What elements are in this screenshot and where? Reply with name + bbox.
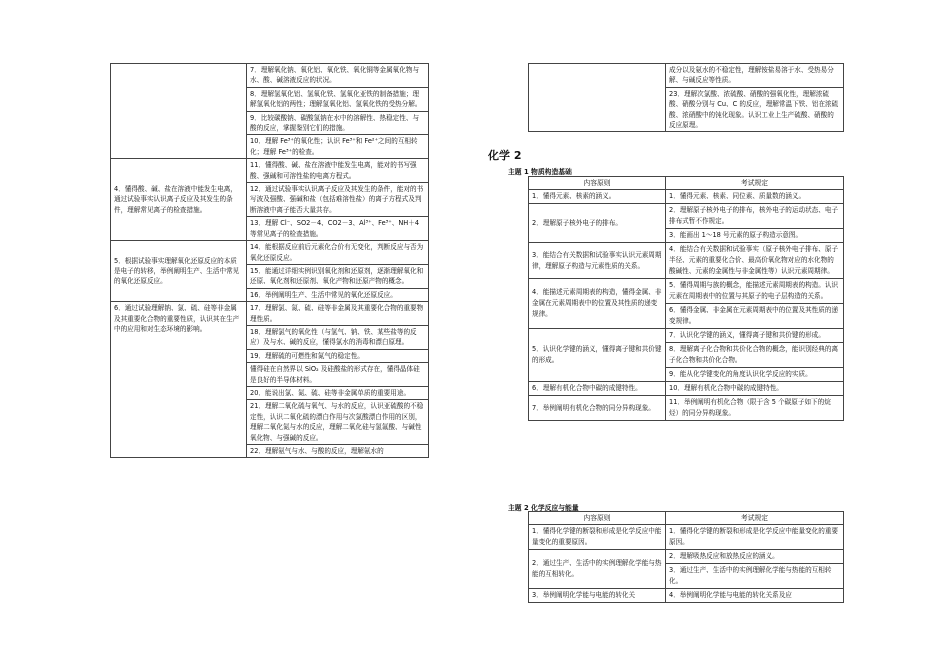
table-row bbox=[529, 204, 844, 229]
content-cell: 7．举例阐明有机化合物的同分异构现象。 bbox=[529, 396, 666, 421]
rule-cell: 8．理解离子化合物和共价化合物的概念，能识别经典的离子化合物和共价化合物。 bbox=[666, 343, 844, 368]
rule-cell: 11．举例阐明有机化合物（限于含 5 个碳原子如下的烷烃）的同分异构现象。 bbox=[666, 396, 844, 421]
rule-cell: 懂得硅在自然界以 SiO₂ 及硅酸盐的形式存在，懂得晶体硅是良好的半导体材料。 bbox=[247, 363, 429, 387]
rule-cell: 7．理解氧化钠、氧化铝、氧化铁、氧化铜等金属氧化物与水、酸、碱溶液反应的状况。 bbox=[247, 64, 429, 88]
table-row bbox=[529, 525, 844, 550]
rule-cell: 3．能画出 1～18 号元素的原子构造示意图。 bbox=[666, 229, 844, 243]
content-cell: 5．认识化学键的涵义，懂得离子键和共价键的形成。 bbox=[529, 329, 666, 382]
section-title: 化学 2 bbox=[488, 149, 522, 162]
rule-cell: 9．比较碳酸钠、碳酸氢钠在水中的溶解性、热稳定性、与酸的反应，掌握鉴别它们的措施。 bbox=[247, 111, 429, 135]
content-cell: 5．根据试验事实理解氧化还原反应的本质是电子的转移，举例阐明生产、生活中常见的氧化还原反应。 bbox=[111, 241, 247, 302]
rule-cell: 18．理解氯气的氧化性（与氢气、钠、铁、某些盐等的反应）及与水、碱的反应，懂得氯水的消毒和漂白原理。 bbox=[247, 325, 429, 349]
rule-cell: 16．举例阐明生产、生活中常见的氧化还原反应。 bbox=[247, 288, 429, 301]
rule-cell: 20．能说出氯、氮、硫、硅等非金属单质的重要用途。 bbox=[247, 386, 429, 399]
table-row bbox=[111, 302, 429, 326]
table-row bbox=[529, 396, 844, 421]
rule-cell: 22．理解氨气与水、与酸的反应，理解氨水的 bbox=[247, 445, 429, 458]
column-header: 考试规定 bbox=[666, 177, 844, 190]
content-cell: 2．理解原子核外电子的排布。 bbox=[529, 204, 666, 243]
rule-cell: 17．理解氯、氮、硫、硅等非金属及其重要化合物的重要物理性质。 bbox=[247, 302, 429, 326]
table-header-row bbox=[529, 512, 844, 525]
rule-cell: 1．懂得化学键的断裂和形成是化学反应中能量变化的重要原因。 bbox=[666, 525, 844, 550]
content-cell bbox=[111, 64, 247, 159]
content-cell: 6．理解有机化合物中碳的成键特性。 bbox=[529, 382, 666, 396]
content-cell: 2．通过生产、生活中的实例理解化学能与热能的互相转化。 bbox=[529, 550, 666, 589]
table-row bbox=[529, 190, 844, 204]
content-cell: 1．懂得化学键的断裂和形成是化学反应中能量变化的重要原因。 bbox=[529, 525, 666, 550]
rule-cell: 21．理解二氧化硫与氧气、与水的反应，认识亚硫酸的不稳定性，认识二氧化硫的漂白作用与次氯酸漂白作用的区别，理解二氧化氮与水的反应，理解二氧化硅与氢氟酸、与碱性氧化物、与强碱的反应。 bbox=[247, 400, 429, 445]
rule-cell: 2．理解原子核外电子的排布，核外电子的运动状态、电子排布式暂不作规定。 bbox=[666, 204, 844, 229]
table-row bbox=[529, 64, 844, 88]
rule-cell: 成分以及氨水的不稳定性，理解铵盐易溶于水、受热易分解、与碱反应等性质。 bbox=[666, 64, 844, 88]
column-header: 考试规定 bbox=[666, 512, 844, 525]
table-row bbox=[111, 241, 429, 265]
rule-cell: 5．懂得周期与族的概念，能描述元素周期表的构造。认识元素在周期表中的位置与其原子的电子层构造的关系。 bbox=[666, 279, 844, 304]
rule-cell: 10．理解有机化合物中碳的成键特性。 bbox=[666, 382, 844, 396]
table-row bbox=[111, 159, 429, 183]
table-header-row bbox=[529, 177, 844, 190]
content-cell: 6．通过试验理解钠、氯、硫、硅等非金属及其重要化合物的重要性质，认识其在生产中的应用和对生态环境的影响。 bbox=[111, 302, 247, 458]
topic2-table bbox=[528, 511, 844, 603]
rule-cell: 2．理解吸热反应和放热反应的涵义。 bbox=[666, 550, 844, 564]
table-row bbox=[111, 64, 429, 88]
rule-cell: 6．懂得金属、非金属在元素周期表中的位置及其性质的递变规律。 bbox=[666, 304, 844, 329]
rule-cell: 9．能从化学键变化的角度认识化学反应的实质。 bbox=[666, 368, 844, 382]
left-standards-table bbox=[110, 63, 429, 458]
content-cell: 3．举例阐明化学能与电能的转化关 bbox=[529, 589, 666, 603]
rule-cell: 1．懂得元素、核素、同位素、质量数的涵义。 bbox=[666, 190, 844, 204]
content-cell: 1．懂得元素、核素的涵义。 bbox=[529, 190, 666, 204]
content-cell bbox=[529, 64, 666, 132]
rule-cell: 15．能通过详细实例识别氧化剂和还原剂，逐渐理解氧化和还原、氧化剂和还原剂、氧化产物和还原产物的概念。 bbox=[247, 264, 429, 288]
column-header: 内容原则 bbox=[529, 512, 666, 525]
table-row bbox=[529, 279, 844, 304]
topic1-table bbox=[528, 176, 844, 421]
rule-cell: 12．通过试验事实认识离子反应及其发生的条件，能对的书写波及强酸、强碱和盐（包括难溶性盐）的离子方程式及判断溶液中离子能否大量共存。 bbox=[247, 183, 429, 217]
table-row bbox=[529, 550, 844, 564]
rule-cell: 11．懂得酸、碱、盐在溶液中能发生电离，能对的书写强酸、强碱和可溶性盐的电离方程式。 bbox=[247, 159, 429, 183]
column-header: 内容原则 bbox=[529, 177, 666, 190]
table-row bbox=[529, 382, 844, 396]
table-row bbox=[529, 243, 844, 279]
rule-cell: 8．理解氢氧化铝、氢氧化铁、氢氧化亚铁的制备措施；理解氢氧化铝的两性；理解氢氧化铝、氢氧化铁的受热分解。 bbox=[247, 87, 429, 111]
rule-cell: 10．理解 Fe³⁺的氧化性；认识 Fe³⁺和 Fe²⁺之间的互相转化；理解 Fe³⁺的检查。 bbox=[247, 135, 429, 159]
rule-cell: 13．理解 Cl⁻、SO2－4、CO2－3、Al³⁺、Fe³⁺、NH＋4 等常见离子的检查措施。 bbox=[247, 217, 429, 241]
rule-cell: 4．举例阐明化学能与电能的转化关系及应 bbox=[666, 589, 844, 603]
table-row bbox=[529, 589, 844, 603]
content-cell: 3．能结合有关数据和试验事实认识元素周期律，理解原子构造与元素性质的关系。 bbox=[529, 243, 666, 279]
rule-cell: 3．通过生产、生活中的实例理解化学能与热能的互相转化。 bbox=[666, 564, 844, 589]
rule-cell: 7．认识化学键的涵义，懂得离子键和共价键的形成。 bbox=[666, 329, 844, 343]
table-row bbox=[529, 329, 844, 343]
rule-cell: 19．理解硫的可燃性和氮气的稳定性。 bbox=[247, 349, 429, 362]
continued-standards-table bbox=[528, 63, 844, 132]
rule-cell: 14．能根据反应前后元素化合价有无变化，判断反应与否为氧化还原反应。 bbox=[247, 241, 429, 265]
topic-title: 主题 1 物质构造基础 bbox=[508, 168, 572, 176]
rule-cell: 23．理解次氯酸、浓硫酸、硝酸的强氧化性，理解浓硫酸、硝酸分别与 Cu、C 的反应，理解常温下铁、铝在浓硫酸、浓硝酸中的钝化现象。认识工业上生产硫酸、硝酸的反应原理。 bbox=[666, 87, 844, 132]
rule-cell: 4．能结合有关数据和试验事实（原子核外电子排布、原子半径、元素的重要化合价、最高价氧化物对应的水化物的酸碱性、元素的金属性与非金属性等）认识元素周期律。 bbox=[666, 243, 844, 279]
content-cell: 4．懂得酸、碱、盐在溶液中能发生电离，通过试验事实认识离子反应及其发生的条件，理解常见离子的检查措施。 bbox=[111, 159, 247, 241]
topic-title: 主题 2 化学反应与能量 bbox=[508, 504, 579, 512]
content-cell: 4．能描述元素周期表的构造，懂得金属、非金属在元素周期表中的位置及其性质的递变规律。 bbox=[529, 279, 666, 329]
